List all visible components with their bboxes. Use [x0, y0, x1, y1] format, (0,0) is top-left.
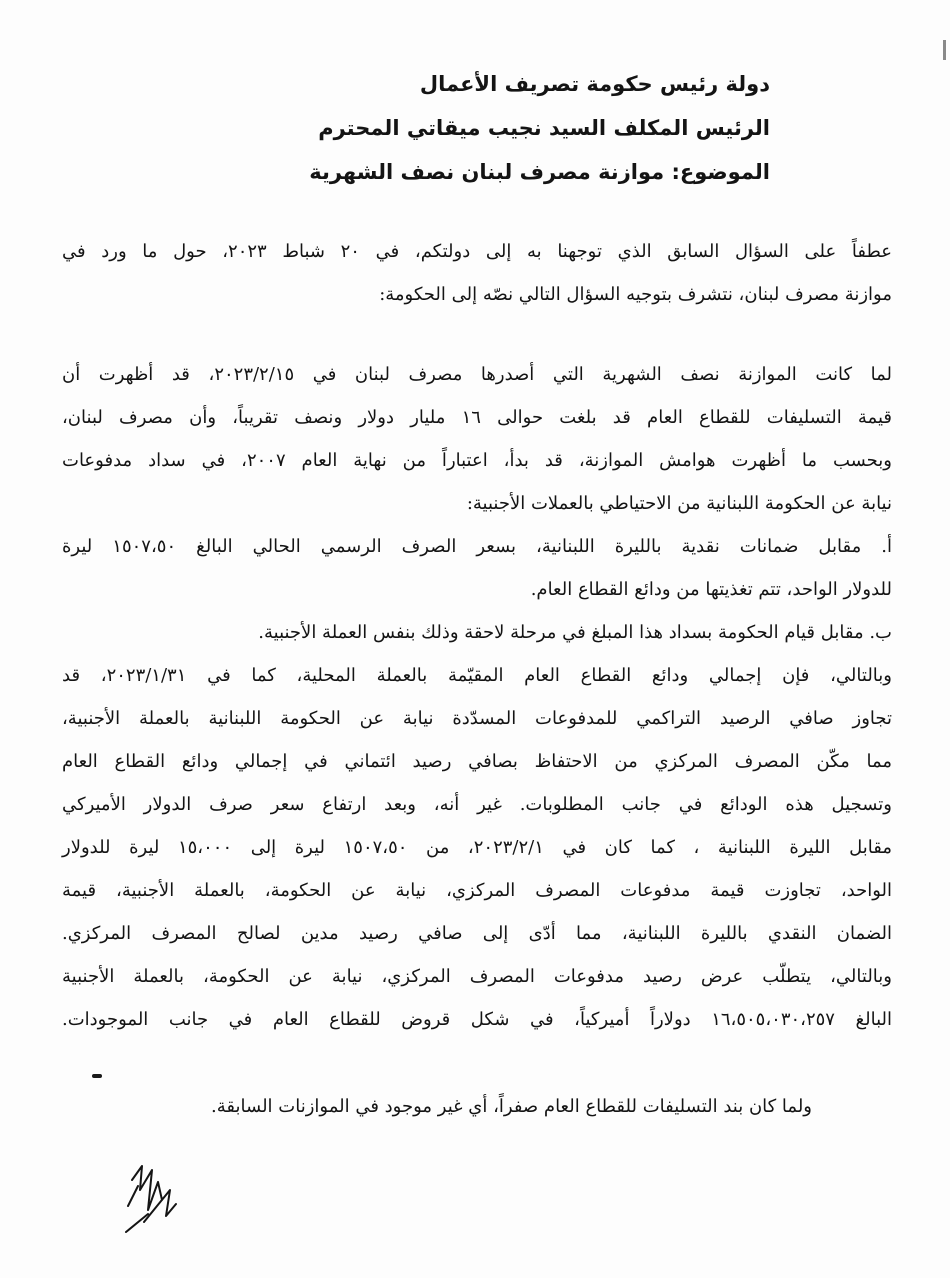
addressee-title: دولة رئيس حكومة تصريف الأعمال — [419, 72, 770, 96]
main-line: تجاوز صافي الرصيد التراكمي للمدفوعات المسدّدة نيابة عن الحكومة اللبنانية بالعملة الأجنبية، — [62, 708, 892, 729]
main-line: وتسجيل هذه الودائع في جانب المطلوبات. غير أنه، وبعد ارتفاع سعر صرف الدولار الأميركي — [62, 794, 892, 815]
main-line: نيابة عن الحكومة اللبنانية من الاحتياطي بالعملات الأجنبية: — [466, 493, 892, 514]
addressee-name: الرئيس المكلف السيد نجيب ميقاتي المحترم — [318, 116, 770, 140]
main-line: وبحسب ما أظهرت هوامش الموازنة، قد بدأ، اعتباراً من نهاية العام ٢٠٠٧، في سداد مدفوعات — [62, 450, 892, 471]
main-line: البالغ ١٦،٥٠٥،٠٣٠،٢٥٧ دولاراً أميركياً، في شكل قروض للقطاع العام في جانب الموجودات. — [62, 1009, 892, 1030]
main-line: مقابل الليرة اللبنانية ، كما كان في ٢٠٢٣/٢/١، من ١٥٠٧،٥٠ ليرة إلى ١٥،٠٠٠ ليرة للدولار — [62, 837, 893, 858]
main-line: لما كانت الموازنة نصف الشهرية التي أصدرها مصرف لبنان في ٢٠٢٣/٢/١٥، قد أظهرت أن — [62, 364, 893, 385]
list-item-b: ب. مقابل قيام الحكومة بسداد هذا المبلغ في مرحلة لاحقة وذلك بنفس العملة الأجنبية. — [258, 622, 892, 643]
intro-paragraph — [62, 230, 892, 316]
intro-line: موازنة مصرف لبنان، نتشرف بتوجيه السؤال التالي نصّه إلى الحكومة: — [379, 284, 892, 305]
letter-header — [170, 62, 770, 194]
signature-image — [118, 1160, 188, 1240]
closing-paragraph — [62, 1085, 892, 1128]
main-line: الضمان النقدي بالليرة اللبنانية، مما أدّى إلى صافي رصيد مدين لصالح المصرف المركزي. — [62, 923, 892, 944]
main-line: وبالتالي، يتطلّب عرض رصيد مدفوعات المصرف المركزي، نيابة عن الحكومة، بالعملة الأجنبية — [62, 966, 892, 987]
main-paragraph — [62, 353, 892, 1041]
main-line: الواحد، تجاوزت قيمة مدفوعات المصرف المركزي، نيابة عن الحكومة، بالعملة الأجنبية، قيمة — [62, 880, 892, 901]
main-line: مما مكّن المصرف المركزي من الاحتفاظ بصافي رصيد ائتماني في إجمالي ودائع القطاع العام — [62, 751, 892, 772]
list-item-a: أ. مقابل ضمانات نقدية بالليرة اللبنانية، بسعر الصرف الرسمي الحالي البالغ ١٥٠٧،٥٠ ليرة — [62, 536, 892, 557]
main-line: وبالتالي، فإن إجمالي ودائع القطاع العام المقيّمة بالعملة المحلية، كما في ٢٠٢٣/١/٣١، قد — [62, 665, 892, 686]
scan-edge-mark — [943, 40, 946, 60]
closing-line: ولما كان بند التسليفات للقطاع العام صفراً، أي غير موجود في الموازنات السابقة. — [211, 1096, 812, 1117]
intro-line: عطفاً على السؤال السابق الذي توجهنا به إلى دولتكم، في ٢٠ شباط ٢٠٢٣، حول ما ورد في — [62, 241, 892, 262]
ink-dot — [92, 1074, 102, 1078]
list-item-a-cont: للدولار الواحد، تتم تغذيتها من ودائع القطاع العام. — [530, 579, 892, 600]
main-line: قيمة التسليفات للقطاع العام قد بلغت حوالى ١٦ مليار دولار ونصف تقريباً، وأن مصرف لبنان، — [62, 407, 892, 428]
subject-line: الموضوع: موازنة مصرف لبنان نصف الشهرية — [309, 160, 770, 184]
